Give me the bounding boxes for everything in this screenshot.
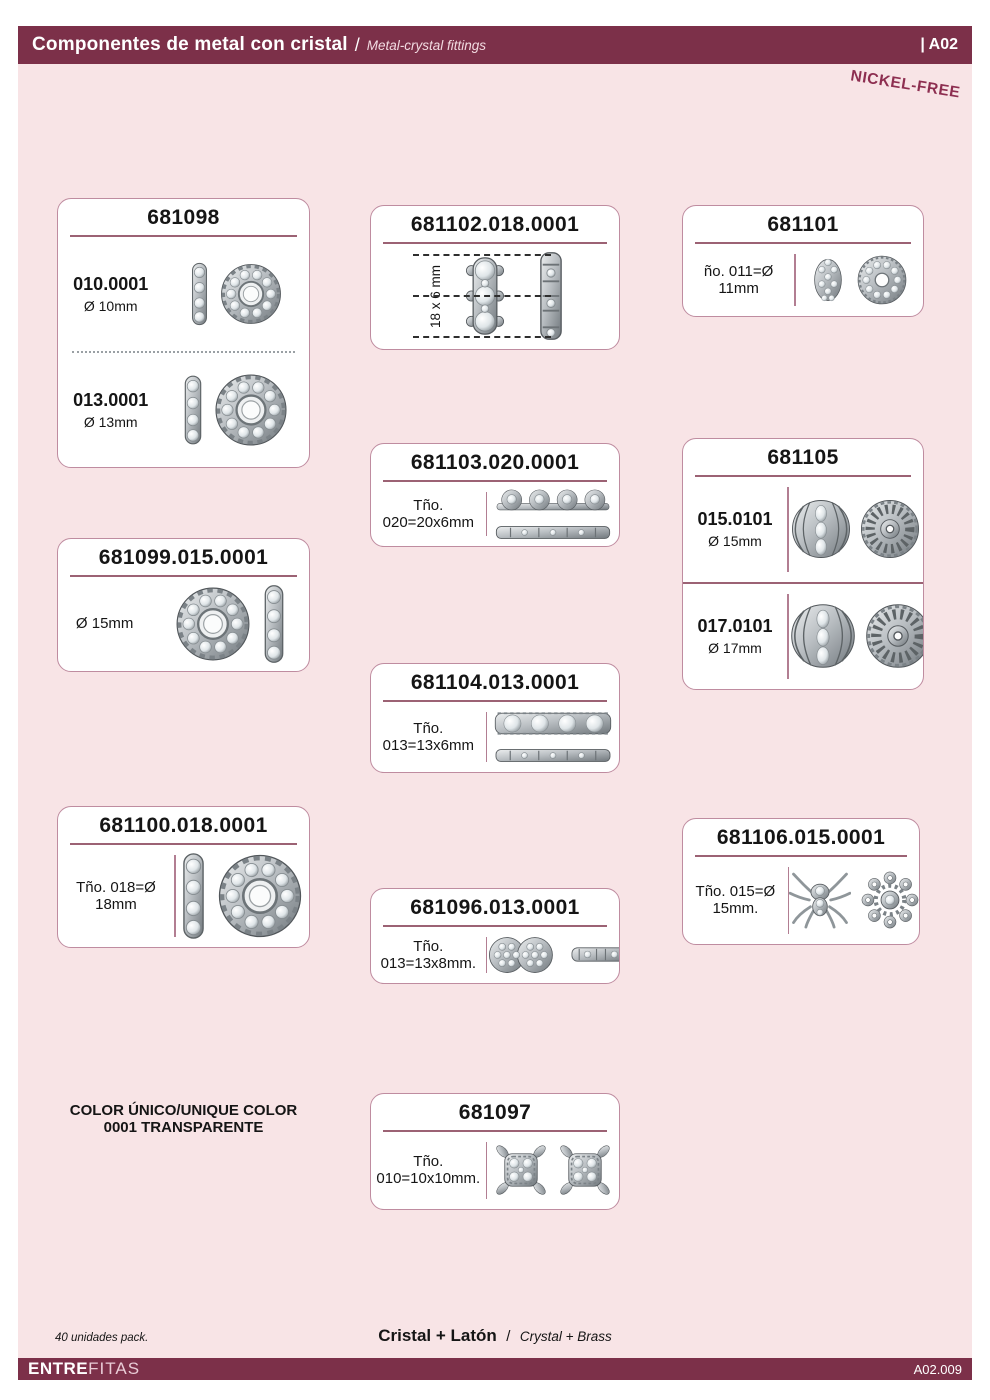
rondelle-side-photo <box>262 584 286 664</box>
variant-size: Ø 15mm <box>708 533 762 550</box>
variant-ref: 013.0001 <box>73 389 149 410</box>
product-code: 681104.013.0001 <box>410 671 580 694</box>
double-disc-top-photo <box>487 934 563 976</box>
square-filigree-photo <box>493 1142 549 1198</box>
size-label: Tño. 018=Ø 18mm <box>76 878 156 913</box>
rondelle-side-photo <box>183 373 203 447</box>
brand-logo-strong: ENTRE <box>28 1359 89 1378</box>
brand-logo-light: FITAS <box>88 1359 141 1378</box>
rondelle-front-photo <box>219 262 283 326</box>
size-label: Ø 15mm <box>75 615 134 633</box>
variant-size: Ø 17mm <box>708 640 762 657</box>
size-label: Tño. 013=13x8mm. <box>380 937 477 972</box>
double-disc-side-photo <box>570 945 620 964</box>
product-code: 681096.013.0001 <box>410 896 580 919</box>
product-card-681100 <box>57 806 310 948</box>
rondelle-side-photo <box>190 262 209 326</box>
variant-row <box>683 584 923 689</box>
variant-row <box>683 477 923 582</box>
filigree-flower-photo <box>857 869 920 931</box>
product-code: 681105 <box>767 446 839 469</box>
pave-bead-front-photo <box>856 254 908 306</box>
spacer-bar-front-photo <box>463 250 507 342</box>
product-card-681097 <box>370 1093 620 1210</box>
page-header <box>18 26 972 64</box>
rondelle-front-photo <box>213 372 289 448</box>
product-card-681105 <box>682 438 924 690</box>
color-note-line2: 0001 TRANSPARENTE <box>103 1119 264 1136</box>
header-title-en: Metal-crystal fittings <box>366 37 487 53</box>
product-card-681096 <box>370 888 620 984</box>
product-card-681103 <box>370 443 620 547</box>
product-code: 681102.018.0001 <box>410 213 580 236</box>
material-es: Cristal + Latón <box>378 1326 497 1345</box>
variant-row <box>58 237 309 351</box>
product-code: 681099.015.0001 <box>98 546 269 569</box>
spacer-bar-side-photo <box>493 746 613 765</box>
filigree-ball-side-photo <box>790 498 852 560</box>
variant-ref: 017.0101 <box>697 616 773 637</box>
product-code: 681106.015.0001 <box>716 826 886 849</box>
header-section-code: | A02 <box>920 36 958 53</box>
dimension-label: 18 x 6 mm <box>428 264 444 328</box>
product-card-681101 <box>682 205 924 317</box>
rondelle-front-photo <box>174 585 252 663</box>
variant-size: Ø 10mm <box>83 297 138 314</box>
size-label: Tño. 013=13x6mm <box>382 719 474 754</box>
variant-ref: 015.0101 <box>697 509 773 530</box>
product-card-681106 <box>682 818 920 945</box>
size-label: Tño. 015=Ø 15mm. <box>695 883 776 918</box>
wavy-spacer-side-photo <box>494 523 612 542</box>
size-label: ño. 011=Ø 11mm <box>703 262 774 297</box>
variant-size: Ø 13mm <box>83 413 138 430</box>
product-card-681104 <box>370 663 620 773</box>
wavy-spacer-top-photo <box>494 485 612 516</box>
product-card-681099 <box>57 538 310 672</box>
product-code: 681097 <box>458 1101 532 1124</box>
hole-guide-line <box>413 254 551 256</box>
material-en: Crystal + Brass <box>519 1329 612 1344</box>
spacer-bar-top-photo <box>493 708 613 739</box>
rondelle-front-photo <box>216 852 304 940</box>
filigree-spider-photo <box>789 870 851 930</box>
size-label: Tño. 020=20x6mm <box>382 496 474 531</box>
variant-ref: 010.0001 <box>73 273 149 294</box>
product-card-681098 <box>57 198 310 468</box>
header-title-es: Componentes de metal con cristal <box>32 34 348 55</box>
filigree-ball-front-photo <box>864 602 924 670</box>
material-line <box>0 1326 990 1346</box>
pack-note: 40 unidades pack. <box>55 1332 149 1344</box>
footer-bar <box>18 1358 972 1380</box>
size-label: Tño. 010=10x10mm. <box>376 1153 481 1188</box>
page-reference: A02.009 <box>913 1361 962 1377</box>
product-code: 681103.020.0001 <box>410 451 580 474</box>
hole-guide-line <box>413 295 551 297</box>
product-code: 681098 <box>147 206 220 229</box>
rondelle-side-photo <box>181 852 206 940</box>
nickel-free-badge: NICKEL-FREE <box>849 67 962 102</box>
filigree-ball-front-photo <box>859 498 921 560</box>
pave-bead-side-photo <box>810 254 846 306</box>
product-card-681102 <box>370 205 620 350</box>
header-title-separator: / <box>354 34 360 55</box>
hole-guide-line <box>413 336 551 338</box>
square-filigree-photo <box>557 1142 613 1198</box>
product-code: 681100.018.0001 <box>99 814 268 837</box>
material-separator: / <box>506 1328 511 1345</box>
color-note-line1: COLOR ÚNICO/UNIQUE COLOR <box>69 1102 298 1119</box>
filigree-ball-side-photo <box>789 602 857 670</box>
product-code: 681101 <box>767 213 839 236</box>
color-note <box>57 1102 310 1136</box>
variant-row <box>58 353 309 467</box>
